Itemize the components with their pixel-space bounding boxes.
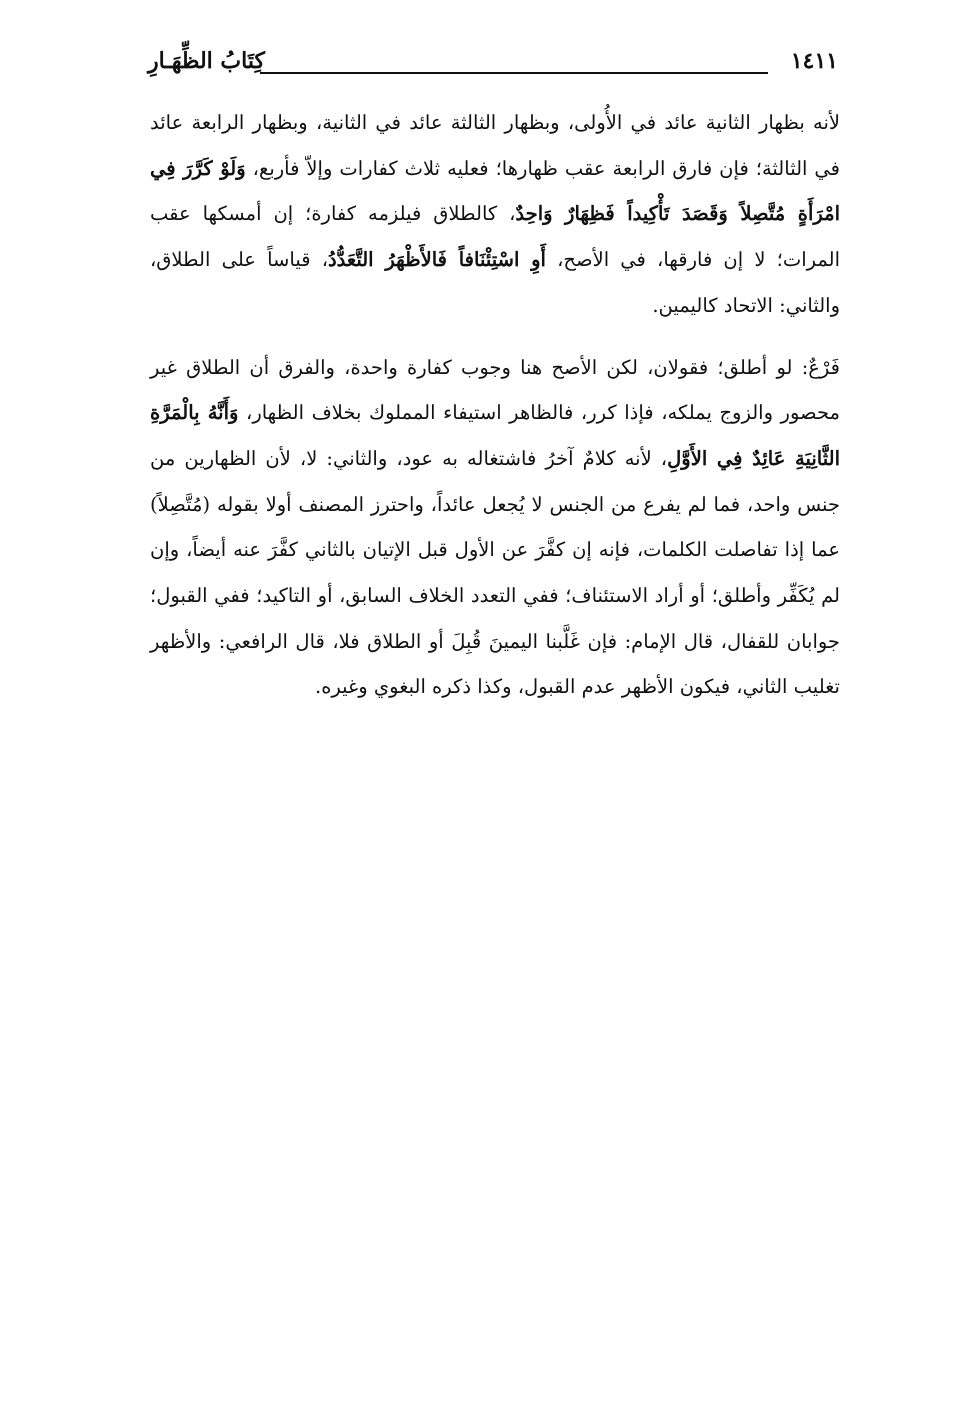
commentary-text: فَرْعٌ: لو أطلق؛ فقولان، لكن الأصح هنا وجوب كفارة واحدة، والفرق أن الطلاق غير محصور والزوج يملكه، فإذا كرر، فالظاهر استيفاء المملوك بخلاف الظهار، (150, 355, 840, 425)
header-rule (260, 72, 768, 74)
book-title: كِتَابُ الظِّهَـارِ (148, 48, 265, 74)
commentary-text: ، لأنه كلامٌ آخرُ فاشتغاله به عود، والثاني: لا، لأن الظهارين من جنس واحد، فما لم يفرع من الجنس لا يُجعل عائداً، واحترز المصنف أولا بقوله (مُتَّصِلاً) عما إذا تفاصلت الكلمات، فإنه إن كفَّرَ عن الأول قبل الإتيان بالثاني كفَّرَ عنه أيضاً، وإن لم يُكَفِّر وأطلق؛ أو أراد الاستئناف؛ ففي التعدد الخلاف السابق، أو التاكيد؛ ففي القبول؛ جوابان للقفال، قال الإمام: فإن غَلَّبنا اليمينَ قُبِلَ أو الطلاق فلا، قال الرافعي: والأظهر تغليب الثاني، فيكون الأظهر عدم القبول، وكذا ذكره البغوي وغيره. (150, 446, 840, 699)
body-text (150, 100, 840, 710)
matn-text: أَوِ اسْتِئْنَافاً فَالأَظْهَرُ التَّعَدُّدُ (328, 248, 546, 272)
commentary-text: لأنه بظهار الثانية عائد في الأُولى، وبظهار الثالثة عائد في الثانية، وبظهار الرابعة عائد في الثالثة؛ فإن فارق الرابعة عقب ظهارها؛ فعليه ثلاث كفارات وإلاّ فأربع، (150, 111, 841, 180)
commentary-text: ، قياساً على الطلاق، والثاني: الاتحاد كاليمين. (150, 248, 840, 317)
matn-text: وَلَوْ كَرَّرَ فِي امْرَأَةٍ مُتَّصِلاً وَقَصَدَ تَأْكِيداً فَظِهَارٌ وَاحِدٌ (150, 156, 841, 226)
running-head (148, 44, 838, 80)
page-number: ١٤١١ (790, 48, 838, 74)
commentary-text: ، كالطلاق فيلزمه كفارة؛ إن أمسكها عقب المرات؛ لا إن فارقها، في الأصح، (150, 202, 840, 272)
paragraph-1 (150, 100, 840, 329)
paragraph-2 (150, 345, 840, 711)
matn-text: وَأَنَّهُ بِالْمَرَّةِ الثَّانِيَةِ عَائِدٌ فِي الأَوَّلِ (150, 401, 840, 470)
